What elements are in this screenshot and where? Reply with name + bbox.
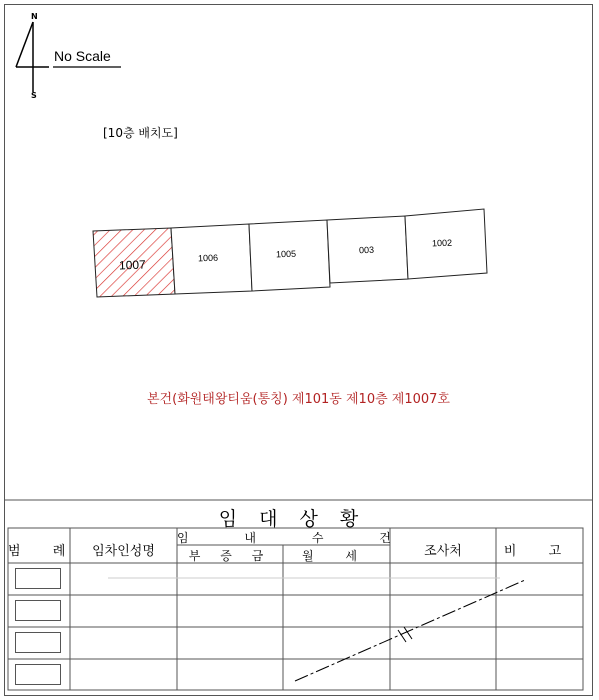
unit-label-1006: 1006: [197, 252, 219, 264]
north-label: N: [31, 12, 38, 21]
header-rent: 월 세: [302, 549, 371, 563]
header-tenant: 임차인성명: [92, 544, 155, 559]
unit-label-003: 003: [358, 244, 375, 256]
floor-plan-title: [10층 배치도]: [103, 126, 178, 140]
header-category: 범 례: [8, 544, 80, 559]
legend-box: [15, 568, 61, 589]
header-deposit: 부 증 금: [188, 549, 272, 563]
header-remarks: 비 고: [503, 544, 576, 559]
lease-table-title: 임대상황: [218, 508, 381, 530]
unit-label-1007: 1007: [118, 257, 146, 273]
scale-note: No Scale: [54, 48, 111, 64]
north-arrow-icon: [16, 22, 49, 92]
header-lease-terms: 임 내 수 건: [177, 531, 417, 545]
south-label: S: [31, 91, 37, 100]
unit-label-1005: 1005: [275, 248, 297, 260]
header-survey-source: 조사처: [424, 544, 462, 559]
legend-box: [15, 600, 61, 621]
legend-box: [15, 664, 61, 685]
subject-property-caption: 본건(화원태왕티움(통칭) 제101동 제10층 제1007호: [147, 392, 450, 407]
unit-label-1002: 1002: [431, 237, 453, 249]
legend-box: [15, 632, 61, 653]
